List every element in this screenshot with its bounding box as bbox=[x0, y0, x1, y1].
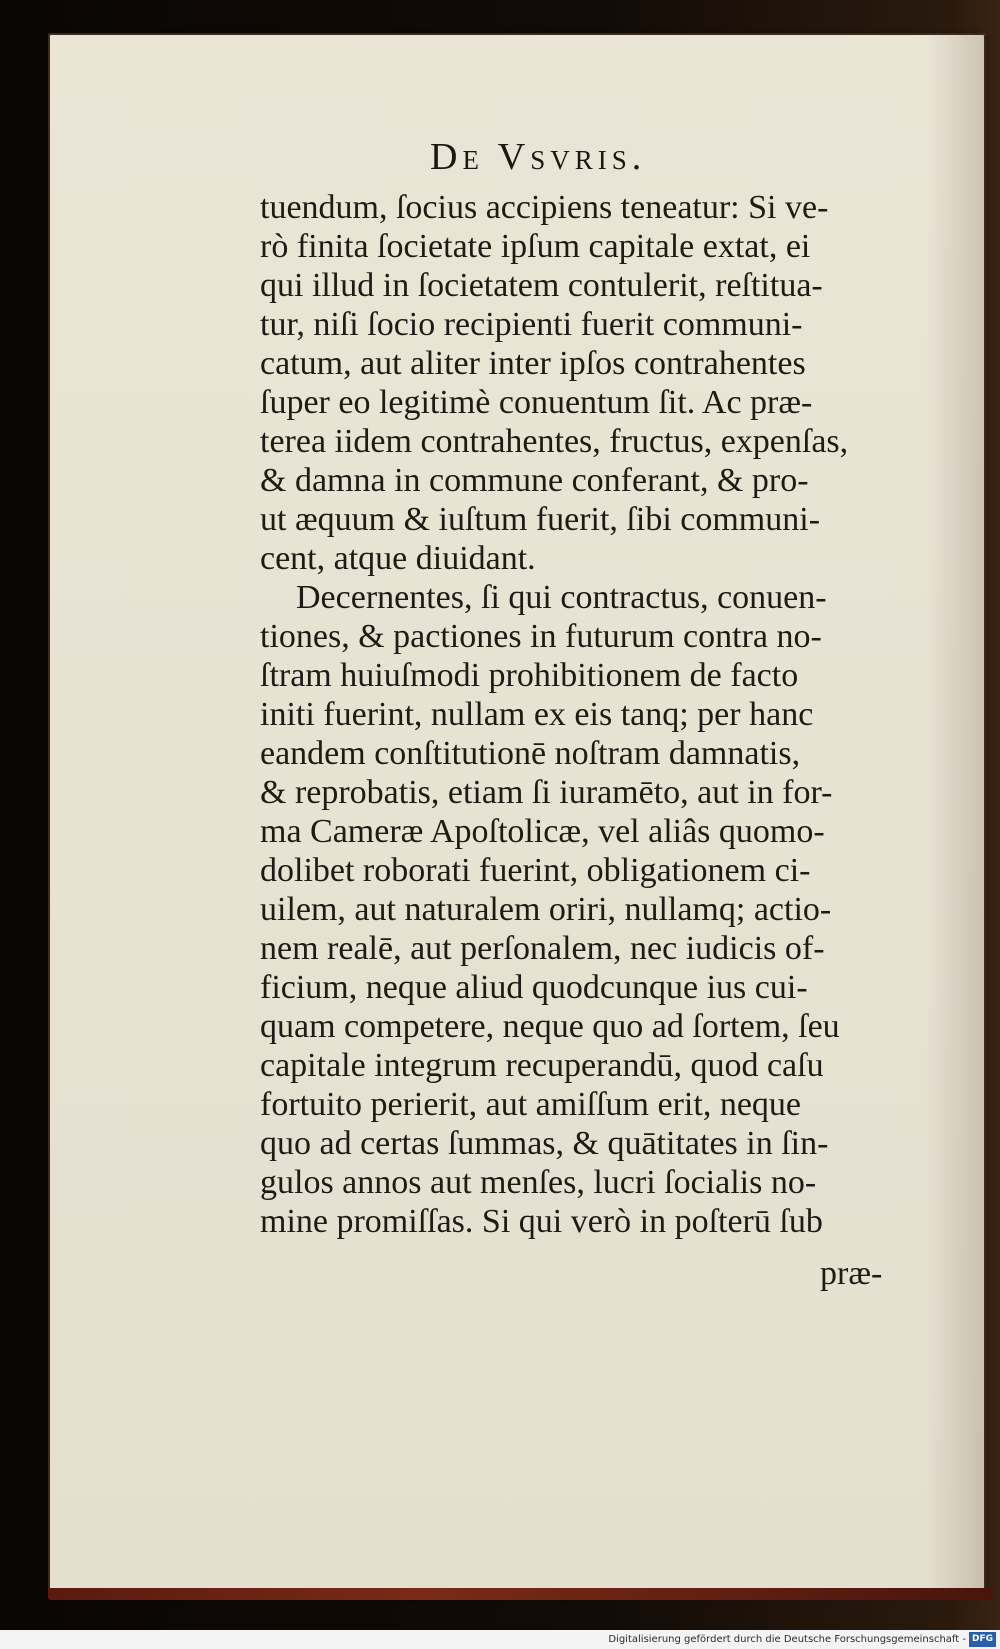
funding-notice: Digitalisierung gefördert durch die Deutsche Forschungsgemeinschaft - bbox=[608, 1634, 966, 1645]
text-line: tuendum, ſocius accipiens teneatur: Si ve- bbox=[260, 189, 829, 226]
text-line: ſtram huiuſmodi prohibitionem de facto bbox=[260, 657, 799, 694]
text-line: qui illud in ſocietatem contulerit, reſtitua- bbox=[260, 267, 823, 304]
text-line: terea iidem contrahentes, fructus, expenſas, bbox=[260, 423, 849, 460]
text-line: tur, niſi ſocio recipienti fuerit communi- bbox=[260, 306, 803, 343]
text-line: uilem, aut naturalem oriri, nullamq; actio- bbox=[260, 891, 832, 928]
dfg-logo-icon: DFG bbox=[969, 1632, 996, 1647]
text-line: mine promiſſas. Si qui verò in poſterū ſub bbox=[260, 1203, 823, 1240]
text-line: nem realē, aut perſonalem, nec iudicis of- bbox=[260, 930, 825, 967]
text-line: cent, atque diuidant. bbox=[260, 540, 536, 577]
text-line: ut æquum & iuſtum fuerit, ſibi communi- bbox=[260, 501, 821, 538]
text-line: rò finita ſocietate ipſum capitale extat, ei bbox=[260, 228, 811, 265]
text-line: fortuito perierit, aut amiſſum erit, neque bbox=[260, 1086, 801, 1123]
text-line: eandem conſtitutionē noſtram damnatis, bbox=[260, 735, 801, 772]
running-head: De Vsvris. bbox=[430, 136, 647, 178]
text-line: catum, aut aliter inter ipſos contrahentes bbox=[260, 345, 806, 382]
text-line: ficium, neque aliud quodcunque ius cui- bbox=[260, 969, 808, 1006]
text-line: & damna in commune conferant, & pro- bbox=[260, 462, 809, 499]
text-line: quam competere, neque quo ad ſortem, ſeu bbox=[260, 1008, 840, 1045]
page-edge bbox=[48, 1588, 993, 1600]
text-line: dolibet roborati fuerint, obligationem ci- bbox=[260, 852, 811, 889]
catchword: præ- bbox=[820, 1255, 883, 1292]
text-line: ſuper eo legitimè conuentum ſit. Ac præ- bbox=[260, 384, 813, 421]
text-line: initi fuerint, nullam ex eis tanq; per hanc bbox=[260, 696, 814, 733]
text-line: quo ad certas ſummas, & quātitates in ſin- bbox=[260, 1125, 829, 1162]
footer-bar bbox=[0, 1630, 1000, 1649]
text-line: gulos annos aut menſes, lucri ſocialis no- bbox=[260, 1164, 817, 1201]
text-line: ma Cameræ Apoſtolicæ, vel aliâs quomo- bbox=[260, 813, 825, 850]
body-text bbox=[260, 188, 920, 1241]
text-line: tiones, & pactiones in futurum contra no- bbox=[260, 618, 822, 655]
text-line: & reprobatis, etiam ſi iuramēto, aut in for- bbox=[260, 774, 833, 811]
text-line: Decernentes, ſi qui contractus, conuen- bbox=[296, 579, 827, 616]
text-line: capitale integrum recuperandū, quod caſu bbox=[260, 1047, 824, 1084]
